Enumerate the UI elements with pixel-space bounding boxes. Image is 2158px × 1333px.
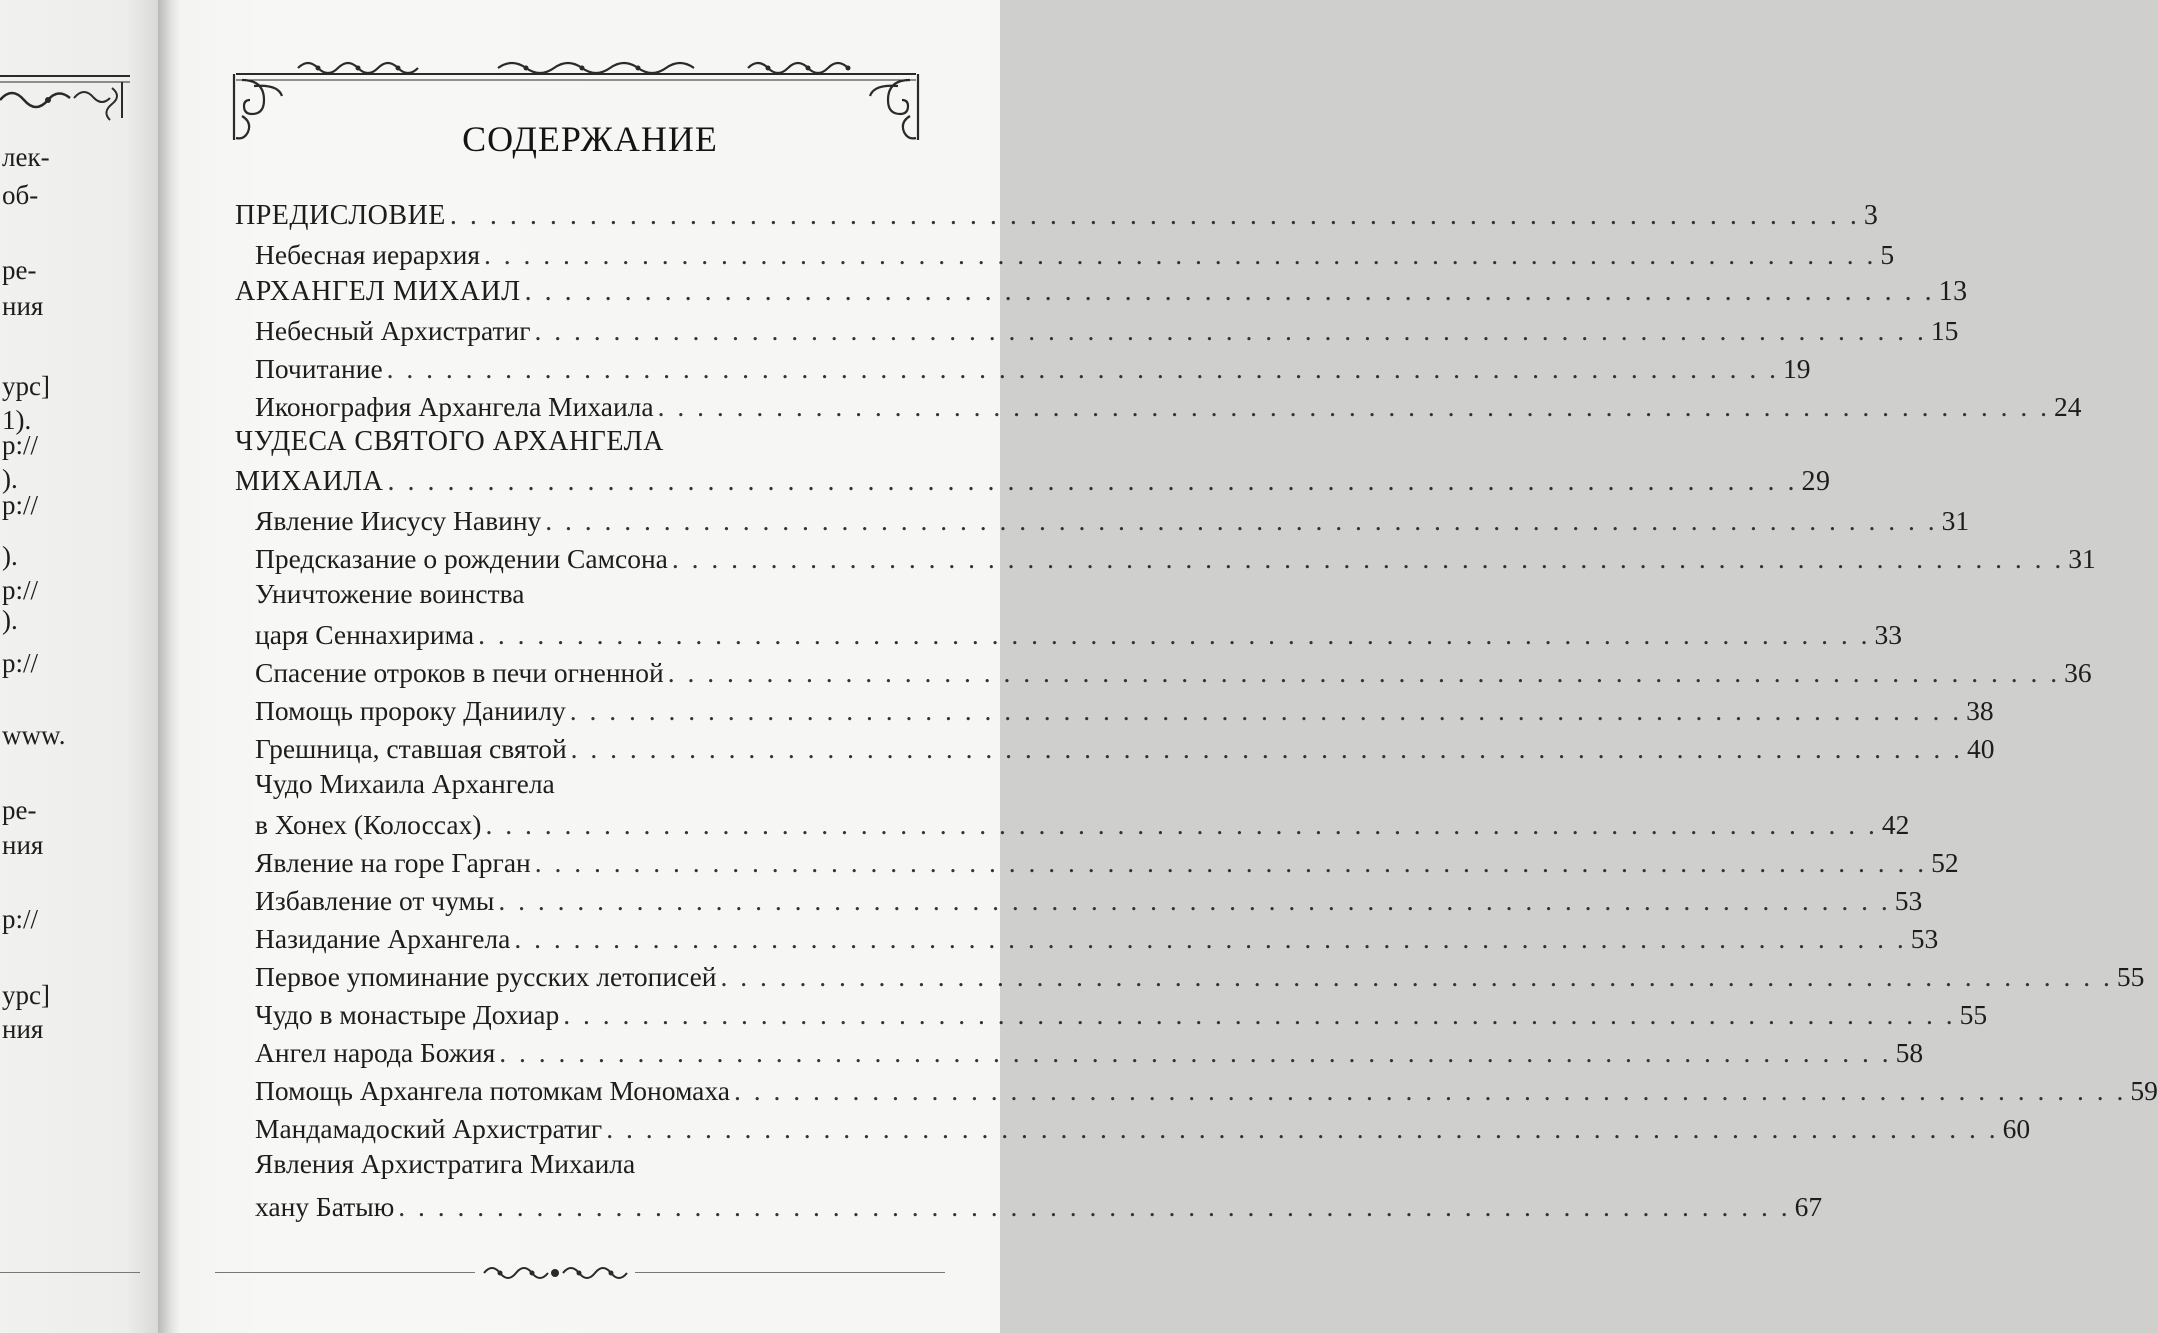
left-fragment: ре- <box>2 795 37 825</box>
toc-entry-title: хану Батыю <box>255 1190 395 1222</box>
left-fragment: ния <box>2 830 44 860</box>
toc-title: СОДЕРЖАНИЕ <box>462 119 718 159</box>
toc-leader-dots: . . . . . . . . . . . . . . . . . . . . . . . . . . . . . . . . . . . . . . . . . . . . . . . . . . . . . . . . . . . . . . . . . . . . . . . <box>498 884 1891 916</box>
toc-page-number: 52 <box>1931 846 1959 878</box>
toc-entry-title: Первое упоминание русских летописей <box>255 960 717 992</box>
toc-entry <box>255 532 2096 574</box>
toc-leader-dots: . . . . . . . . . . . . . . . . . . . . . . . . . . . . . . . . . . . . . . . . . . . . . . . . . . . . . . . . . . . . . . . . . . . . . . . <box>398 1190 1791 1222</box>
left-fragment: ре- <box>2 255 37 285</box>
toc-page-number: 55 <box>1959 998 1988 1030</box>
left-fragment: www. <box>2 720 66 750</box>
toc-entry <box>255 874 1923 916</box>
toc-leader-dots: . . . . . . . . . . . . . . . . . . . . . . . . . . . . . . . . . . . . . . . . . . . . . . . . . . . . . . . . . . . . . . . . . . . . . . . <box>667 656 2061 688</box>
toc-leader-dots: . . . . . . . . . . . . . . . . . . . . . . . . . . . . . . . . . . . . . . . . . . . . . . . . . . . . . . . . . . . . . . . . . . . . . . . <box>671 542 2065 574</box>
toc-leader-dots: . . . . . . . . . . . . . . . . . . . . . . . . . . . . . . . . . . . . . . . . . . . . . . . . . . . . . . . . . . . . . . . . . . . . . . . <box>485 808 1878 840</box>
toc-page-number: 19 <box>1783 352 1811 384</box>
toc-page-number: 33 <box>1874 618 1902 650</box>
toc-entry-title: Помощь Архангела потомкам Мономаха <box>255 1074 730 1106</box>
left-fragment: ния <box>2 1014 44 1044</box>
toc-entry <box>255 380 2082 422</box>
toc-entry-title-line1: Уничтожение воинства <box>255 578 525 609</box>
toc-entry-title-line1: Явления Архистратига Михаила <box>255 1148 636 1179</box>
book-gutter <box>158 0 180 1333</box>
toc-page-number: 15 <box>1930 314 1959 346</box>
toc-entry <box>255 950 2145 992</box>
toc-leader-dots: . . . . . . . . . . . . . . . . . . . . . . . . . . . . . . . . . . . . . . . . . . . . . . . . . . . . . . . . . . . . . . . . . . . . . . . <box>606 1112 1999 1144</box>
toc-page-number: 13 <box>1938 276 1968 307</box>
left-fragment: лек- <box>2 142 50 172</box>
toc-page-number: 3 <box>1863 200 1879 231</box>
toc-entry-title: Небесный Архистратиг <box>255 314 531 346</box>
left-fragment: р:// <box>2 490 39 520</box>
toc-page-number: 31 <box>2068 542 2096 574</box>
toc-leader-dots: . . . . . . . . . . . . . . . . . . . . . . . . . . . . . . . . . . . . . . . . . . . . . . . . . . . . . . . . . . . . . . . . . . . . . . . <box>720 960 2113 992</box>
toc-page-number: 31 <box>1941 504 1970 536</box>
toc-leader-dots: . . . . . . . . . . . . . . . . . . . . . . . . . . . . . . . . . . . . . . . . . . . . . . . . . . . . . . . . . . . . . . . . . . . . . . . <box>563 998 1956 1030</box>
toc-leader-dots: . . . . . . . . . . . . . . . . . . . . . . . . . . . . . . . . . . . . . . . . . . . . . . . . . . . . . . . . . . . . . . . . . . . . . . . <box>387 466 1798 497</box>
left-fragment: 1). <box>2 405 32 435</box>
toc-page-number: 53 <box>1910 922 1939 954</box>
toc-entry <box>255 1102 2031 1144</box>
left-footer-rule <box>0 1272 140 1273</box>
toc-entry <box>255 342 1811 384</box>
toc-entry <box>255 798 1910 840</box>
left-fragment: ). <box>2 605 18 635</box>
toc-entry <box>255 912 1939 954</box>
toc-entry <box>235 266 1968 307</box>
toc-entry-title: МИХАИЛА <box>235 466 384 497</box>
toc-entry-title: АРХАНГЕЛ МИХАИЛ <box>235 276 521 307</box>
left-fragment: р:// <box>2 648 39 678</box>
toc-leader-dots: . . . . . . . . . . . . . . . . . . . . . . . . . . . . . . . . . . . . . . . . . . . . . . . . . . . . . . . . . . . . . . . . . . . . . . . <box>545 504 1938 536</box>
left-fragment: об- <box>2 180 39 210</box>
toc-entry <box>255 646 2092 688</box>
toc-entry-title: Явление Иисусу Навину <box>255 504 542 536</box>
toc-page-number: 40 <box>1967 732 1995 764</box>
toc-page-number: 58 <box>1895 1036 1924 1068</box>
toc-entry-title: в Хонех (Колоссах) <box>255 808 482 840</box>
toc-entry <box>255 684 1994 726</box>
toc-entry <box>255 722 1995 764</box>
toc-entry-title: Ангел народа Божия <box>255 1036 496 1068</box>
toc-leader-dots: . . . . . . . . . . . . . . . . . . . . . . . . . . . . . . . . . . . . . . . . . . . . . . . . . . . . . . . . . . . . . . . . . . . . . . . <box>386 352 1780 384</box>
toc-page-number: 53 <box>1894 884 1923 916</box>
toc-leader-dots: . . . . . . . . . . . . . . . . . . . . . . . . . . . . . . . . . . . . . . . . . . . . . . . . . . . . . . . . . . . . . . . . . . . . . . . <box>657 390 2050 422</box>
toc-page-number: 38 <box>1966 694 1994 726</box>
left-fragment: ). <box>2 464 18 494</box>
toc-entry <box>255 304 1959 346</box>
toc-entry <box>255 1026 1924 1068</box>
left-fragment: урс] <box>2 980 50 1010</box>
toc-entry <box>255 1064 2158 1106</box>
toc-entry-title-line1: Чудо Михаила Архангела <box>255 768 555 799</box>
right-page <box>180 0 2158 1333</box>
left-page <box>0 0 158 1333</box>
toc-entry <box>255 836 1959 878</box>
toc-leader-dots: . . . . . . . . . . . . . . . . . . . . . . . . . . . . . . . . . . . . . . . . . . . . . . . . . . . . . . . . . . . . . . . . . . . . . . . <box>524 276 1935 307</box>
toc-entry <box>255 608 1902 650</box>
toc-entry-title: Мандамадоский Архистратиг <box>255 1112 603 1144</box>
toc-leader-dots: . . . . . . . . . . . . . . . . . . . . . . . . . . . . . . . . . . . . . . . . . . . . . . . . . . . . . . . . . . . . . . . . . . . . . . . <box>449 200 1860 231</box>
toc-page-number: 60 <box>2002 1112 2031 1144</box>
toc-page-number: 24 <box>2053 390 2082 422</box>
toc-entry-title: Предсказание о рождении Самсона <box>255 542 668 574</box>
toc-entry-title: Назидание Архангела <box>255 922 511 954</box>
left-fragment: урс] <box>2 371 50 401</box>
toc-entry-title: ПРЕДИСЛОВИЕ <box>235 200 446 231</box>
toc-leader-dots: . . . . . . . . . . . . . . . . . . . . . . . . . . . . . . . . . . . . . . . . . . . . . . . . . . . . . . . . . . . . . . . . . . . . . . . <box>534 846 1928 878</box>
toc-page-number: 5 <box>1880 238 1895 270</box>
toc-page-number: 29 <box>1801 466 1831 497</box>
toc-entry-title: Помощь пророку Даниилу <box>255 694 566 726</box>
footer-ornament-icon <box>478 1260 633 1286</box>
toc-entry <box>255 228 1895 270</box>
toc-leader-dots: . . . . . . . . . . . . . . . . . . . . . . . . . . . . . . . . . . . . . . . . . . . . . . . . . . . . . . . . . . . . . . . . . . . . . . . <box>570 732 1964 764</box>
toc-page-number: 42 <box>1881 808 1910 840</box>
toc-entry <box>255 988 1988 1030</box>
toc-entry-title: Почитание <box>255 352 383 384</box>
toc-leader-dots: . . . . . . . . . . . . . . . . . . . . . . . . . . . . . . . . . . . . . . . . . . . . . . . . . . . . . . . . . . . . . . . . . . . . . . . <box>483 238 1877 270</box>
left-fragment: ). <box>2 541 18 571</box>
toc-entry-title: царя Сеннахирима <box>255 618 475 650</box>
left-ornament-icon <box>0 58 140 120</box>
toc-leader-dots: . . . . . . . . . . . . . . . . . . . . . . . . . . . . . . . . . . . . . . . . . . . . . . . . . . . . . . . . . . . . . . . . . . . . . . . <box>478 618 1871 650</box>
toc-leader-dots: . . . . . . . . . . . . . . . . . . . . . . . . . . . . . . . . . . . . . . . . . . . . . . . . . . . . . . . . . . . . . . . . . . . . . . . <box>534 314 1927 346</box>
toc-entry-title: Спасение отроков в печи огненной <box>255 656 664 688</box>
toc-page-number: 36 <box>2064 656 2092 688</box>
toc-entry-title-line1: ЧУДЕСА СВЯТОГО АРХАНГЕЛА <box>235 426 664 457</box>
toc-leader-dots: . . . . . . . . . . . . . . . . . . . . . . . . . . . . . . . . . . . . . . . . . . . . . . . . . . . . . . . . . . . . . . . . . . . . . . . <box>499 1036 1892 1068</box>
toc-entry-title: Небесная иерархия <box>255 238 480 270</box>
toc-page-number: 67 <box>1794 1190 1823 1222</box>
toc-entry <box>255 1180 1823 1222</box>
toc-page-number: 55 <box>2116 960 2145 992</box>
toc-entry <box>235 190 1879 231</box>
left-fragment: ния <box>2 291 44 321</box>
left-fragment: р:// <box>2 575 39 605</box>
left-fragment: р:// <box>2 430 39 460</box>
toc-entry-title: Чудо в монастыре Дохиар <box>255 998 560 1030</box>
toc-leader-dots: . . . . . . . . . . . . . . . . . . . . . . . . . . . . . . . . . . . . . . . . . . . . . . . . . . . . . . . . . . . . . . . . . . . . . . . <box>514 922 1907 954</box>
toc-leader-dots: . . . . . . . . . . . . . . . . . . . . . . . . . . . . . . . . . . . . . . . . . . . . . . . . . . . . . . . . . . . . . . . . . . . . . . . <box>733 1074 2127 1106</box>
footer-rule-left <box>215 1272 475 1273</box>
footer-rule-right <box>635 1272 945 1273</box>
toc-entry-title: Грешница, ставшая святой <box>255 732 567 764</box>
toc-entry-title: Явление на горе Гарган <box>255 846 531 878</box>
toc-entry <box>235 456 1831 497</box>
toc-entry-title: Иконография Архангела Михаила <box>255 390 654 422</box>
toc-page-number: 59 <box>2130 1074 2158 1106</box>
toc-leader-dots: . . . . . . . . . . . . . . . . . . . . . . . . . . . . . . . . . . . . . . . . . . . . . . . . . . . . . . . . . . . . . . . . . . . . . . . <box>569 694 1963 726</box>
toc-entry-title: Избавление от чумы <box>255 884 495 916</box>
left-fragment: р:// <box>2 904 39 934</box>
toc-entry <box>255 494 1970 536</box>
